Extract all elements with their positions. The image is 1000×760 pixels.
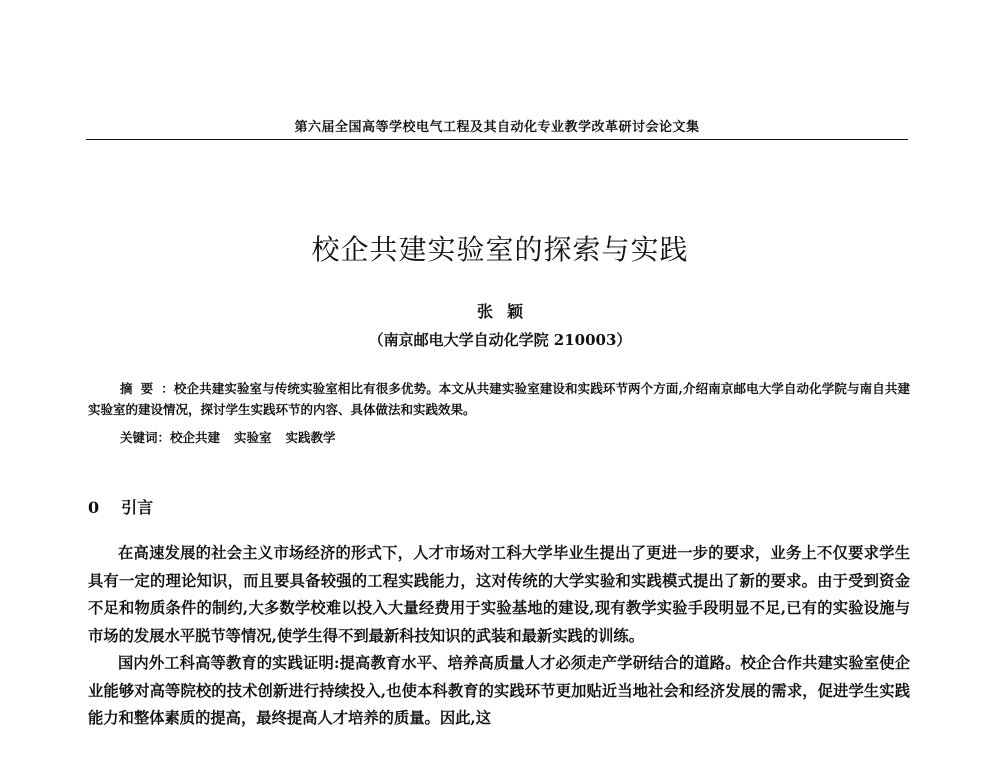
keyword-item: 校企共建 [170,430,221,445]
header-rule [86,139,908,140]
section-number: 0 [88,498,100,517]
abstract-text: 校企共建实验室与传统实验室相比有很多优势。本文从共建实验室建设和实践环节两个方面,介绍南京邮电大学自动化学院与南自共建实验室的建设情况，探讨学生实践环节的内容、具体做法和实践效果。 [88,381,910,417]
abstract-colon: ： [161,381,174,396]
section-title: 引言 [121,498,154,517]
section-heading [88,495,153,518]
paper-title: 校企共建实验室的探索与实践 [311,233,689,266]
body-text [88,540,910,733]
abstract [88,378,910,420]
keyword-item: 实践教学 [285,430,336,445]
running-header: 第六届全国高等学校电气工程及其自动化专业教学改革研讨会论文集 [294,120,700,135]
paragraph: 国内外工科高等教育的实践证明:提高教育水平、培养高质量人才必须走产学研结合的道路。校企合作共建实验室使企业能够对高等院校的技术创新进行持续投入,也使本科教育的实践环节更加贴近当地社会和经济发展的需求，促进学生实践能力和整体素质的提高，最终提高人才培养的质量。因此,这 [88,654,910,727]
author-name: 张颖 [476,302,537,321]
keywords-label: 关键词： [120,430,171,445]
abstract-label: 摘要 [120,381,162,396]
author-affiliation: （南京邮电大学自动化学院 210003） [368,331,632,349]
keywords [120,427,910,448]
keyword-item: 实验室 [234,430,272,445]
paragraph: 在高速发展的社会主义市场经济的形式下，人才市场对工科大学毕业生提出了更进一步的要求，业务上不仅要求学生具有一定的理论知识，而且要具备较强的工程实践能力，这对传统的大学实验和实践模式提出了新的要求。由于受到资金不足和物质条件的制约,大多数学校难以投入大量经费用于实验基地的建设,现有教学实验手段明显不足,已有的实验设施与市场的发展水平脱节等情况,使学生得不到最新科技知识的武装和最新实践的训练。 [88,544,910,645]
